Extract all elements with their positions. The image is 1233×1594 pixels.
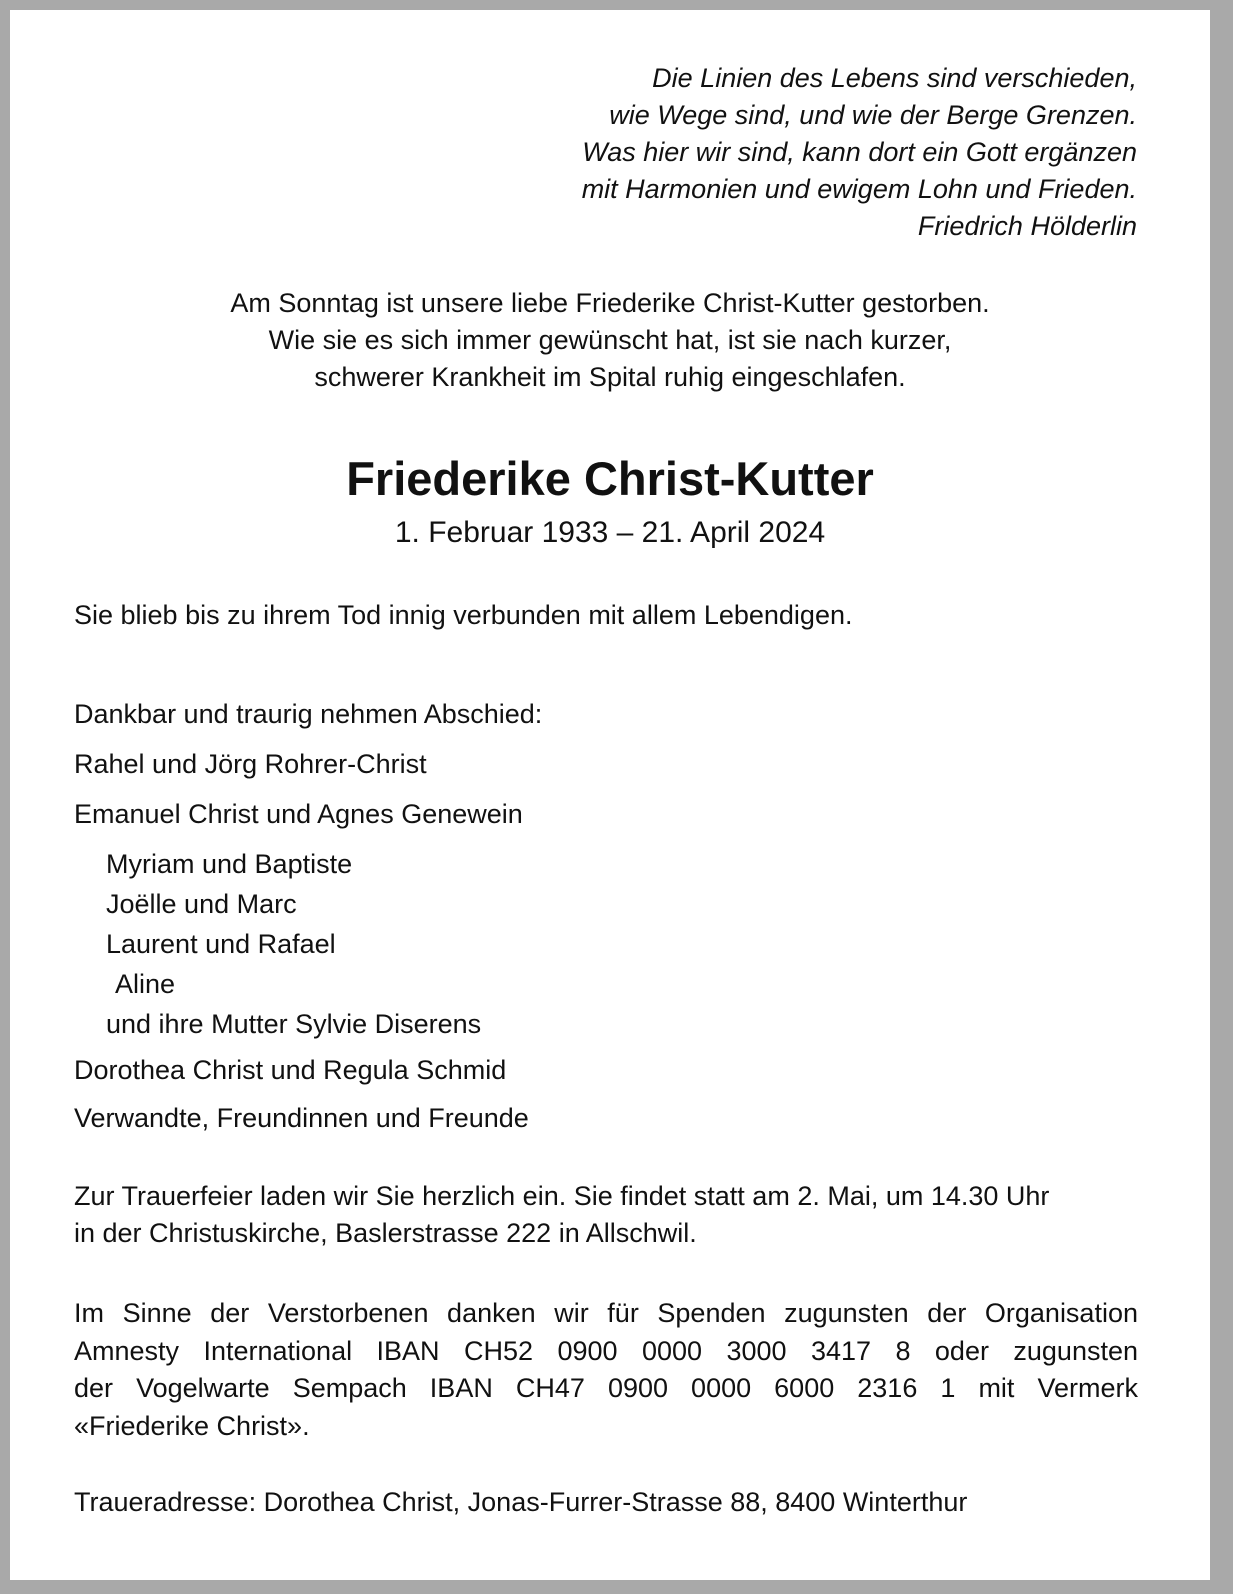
deceased-name: Friederike Christ-Kutter <box>346 452 874 505</box>
poem-line: wie Wege sind, und wie der Berge Grenzen. <box>609 100 1137 130</box>
mourners-heading: Dankbar und traurig nehmen Abschied: <box>74 699 543 729</box>
poem-quote <box>582 60 1137 245</box>
grandchild-entry: Laurent und Rafael <box>106 929 336 959</box>
mourner-family: Emanuel Christ und Agnes Genewein <box>74 799 523 829</box>
statement-text: Sie blieb bis zu ihrem Tod innig verbunden mit allem Lebendigen. <box>74 600 853 630</box>
intro-line: Am Sonntag ist unsere liebe Friederike Christ-Kutter gestorben. <box>230 288 990 318</box>
poem-line: Die Linien des Lebens sind verschieden, <box>652 63 1137 93</box>
donations-line: der Vogelwarte Sempach IBAN CH47 0900 0000 6000 2316 1 mit Vermerk <box>74 1373 1138 1403</box>
grandchild-entry: und ihre Mutter Sylvie Diserens <box>106 1009 482 1039</box>
obituary-notice <box>10 10 1210 1580</box>
grandchild-entry: Joëlle und Marc <box>106 889 297 919</box>
deceased-dates: 1. Februar 1933 – 21. April 2024 <box>394 516 826 549</box>
donations-text <box>74 1295 1138 1445</box>
poem-author: Friedrich Hölderlin <box>917 211 1137 241</box>
donations-line: «Friederike Christ». <box>74 1410 310 1441</box>
donations-line: Amnesty International IBAN CH52 0900 0000 3000 3417 8 oder zugunsten <box>74 1335 1138 1366</box>
grandchild-entry: Aline <box>115 969 176 999</box>
mourner-others: Verwandte, Freundinnen und Freunde <box>74 1103 529 1133</box>
grandchild-entry: Myriam und Baptiste <box>106 849 353 879</box>
mourner-family: Dorothea Christ und Regula Schmid <box>74 1055 507 1085</box>
intro-line: Wie sie es sich immer gewünscht hat, ist sie nach kurzer, <box>268 325 952 355</box>
intro-text <box>10 285 1210 396</box>
mourner-family: Rahel und Jörg Rohrer-Christ <box>74 749 427 779</box>
poem-line: mit Harmonien und ewigem Lohn und Frieden. <box>581 174 1137 204</box>
ceremony-line: Zur Trauerfeier laden wir Sie herzlich ein. Sie findet statt am 2. Mai, um 14.30 Uhr <box>74 1181 1050 1211</box>
donations-line: Im Sinne der Verstorbenen danken wir für Spenden zugunsten der Organisation <box>74 1298 1138 1328</box>
poem-line: Was hier wir sind, kann dort ein Gott ergänzen <box>582 137 1137 167</box>
ceremony-line: in der Christuskirche, Baslerstrasse 222 in Allschwil. <box>74 1218 697 1248</box>
mourning-address: Traueradresse: Dorothea Christ, Jonas-Furrer-Strasse 88, 8400 Winterthur <box>74 1487 968 1517</box>
intro-line: schwerer Krankheit im Spital ruhig eingeschlafen. <box>314 362 906 392</box>
